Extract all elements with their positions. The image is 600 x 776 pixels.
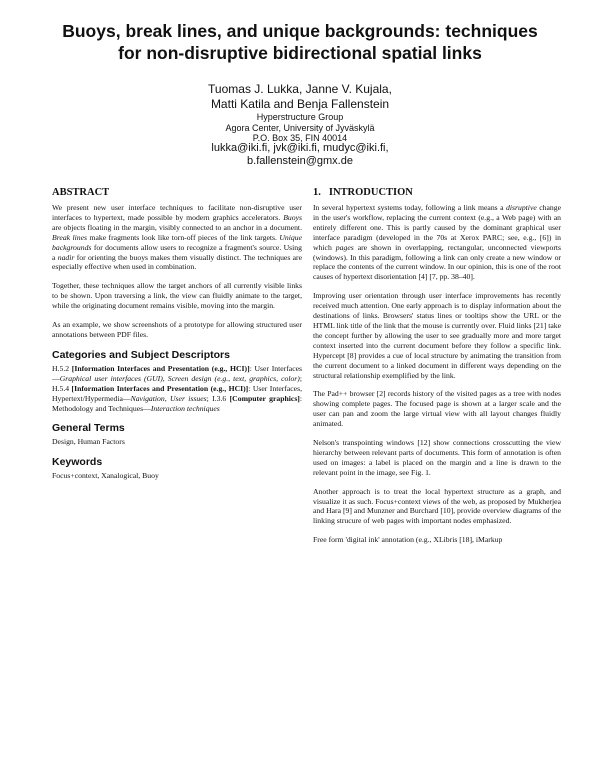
affiliation-group: Hyperstructure Group [256,112,344,122]
general-terms-section [52,422,302,447]
emails-line-2: b.fallenstein@gmx.de [247,155,353,167]
categories-text: H.5.2 [Information Interfaces and Presentation (e.g., HCI)]: User Interfaces—Graphical user interfaces (GUI), Screen design (e.g., text, graphics, color); H.5.4 [Information Interfaces and Presentation (e.g., HCI)]: User Interfaces, Hypertext/Hypermedia—Navigation, User issues; I.3.6 [Computer graphics]: Methodology and Techniques—Interaction techniques [52,363,303,413]
intro-paragraph-1: In several hypertext systems today, following a link means a disruptive change in the user's workflow, replacing the current context (e.g., a Web page) with an entirely different one. This is partly caused by the dominant graphical user interface paradigm (developed in the 70s at Xerox PARC; see, e.g., [6]) in which pages are shown in overlapping, rectangular, unconnected viewports (windows). In this paradigm, following a link can only create a new window or replace the contents of the current window. In our opinion, this is one of the root causes of hypertext disorientation [4] [7, pp. 38–40]. [313,203,562,282]
intro-paragraph-4: Nelson's transpointing windows [12] show connections crosscutting the view hierarchy between relevant parts of documents. This form of annotation is often used on images: a label is placed on the margin and a line is drawn to the relevant point in the image, see Fig. 1. [313,438,561,477]
left-column [52,187,302,490]
emails-line-1: lukka@iki.fi, jvk@iki.fi, mudyc@iki.fi, [211,142,389,154]
affiliation-center: Agora Center, University of Jyväskylä [225,122,375,133]
keywords-section [52,456,302,481]
categories-section [52,349,302,414]
title-line-1: Buoys, break lines, and unique backgrounds: techniques [62,21,538,41]
keywords-text: Focus+context, Xanalogical, Buoy [52,471,159,481]
author-list [100,82,500,112]
abstract-section [52,187,302,340]
authors-line-2: Matti Katila and Benja Fallenstein [210,97,390,111]
intro-paragraph-2: Improving user orientation through user interface improvements has recently received much attention. One early approach is to display information about the destinations of links. Browsers' status lines or tooltips show the URL or the HTML link title of the link that the mouse is currently over. Fluid links [21] take the concept further by allowing the user to see gradually more and more target context inserted into the current document before they follow a specific link. Hypercept [8] provides a cue of local structure by animating the transition from the current document to a linked document in different ways depending on the structural relationship exemplified by the link. [313,291,561,380]
affiliation [100,112,500,144]
introduction-heading [313,187,561,199]
categories-heading: Categories and Subject Descriptors [52,348,230,361]
section-number: 1. [313,187,321,198]
abstract-paragraph-1: We present new user interface techniques to facilitate non-disruptive user interfaces to hypertext, made possible by modern graphics accelerators. Buoys are objects floating in the margin, visibly connected to an anchor in a document. Break lines make fragments look like torn-off pieces of the link targets. Unique backgrounds for documents allow users to recognize a fragment's source. Using a nadir for orienting the buoys makes them visually distinct. The techniques are especially effective when used in combination. [52,203,303,272]
abstract-heading: ABSTRACT [52,187,110,198]
right-column [313,187,561,554]
intro-paragraph-6: Free form 'digital ink' annotation (e.g., XLibris [18], iMarkup [313,535,503,545]
abstract-paragraph-2: Together, these techniques allow the target anchors of all currently visible links to be shown. Upon traversing a link, the view can fluidly animate to the target, while the originating document remains visible, moving into the margin. [52,281,302,311]
title-line-2: for non-disruptive bidirectional spatial links [118,43,482,63]
author-emails [100,142,500,168]
keywords-heading: Keywords [52,456,103,469]
intro-paragraph-5: Another approach is to treat the local hypertext structure as a graph, and visualize it as such. Focus+context views of the web, as proposed by Mukherjea and Hara [9] and Munzner and Burchard [10], provide overview diagrams of the linking strucure of web pages with important nodes emphasized. [313,486,561,526]
general-terms-heading: General Terms [52,422,125,435]
authors-line-1: Tuomas J. Lukka, Janne V. Kujala, [208,82,392,96]
paper-title [40,20,560,64]
intro-paragraph-3: The Pad++ browser [2] records history of the visited pages as a tree with nodes showing complete pages. The focused page is shown at a larger scale and the user can pan and zoom the large virtual view with all layout changes fluidly animated. [313,389,561,429]
general-terms-text: Design, Human Factors [52,437,125,447]
section-title: INTRODUCTION [328,187,413,198]
abstract-paragraph-3: As an example, we show screenshots of a prototype for allowing structured user annotations between PDF files. [52,320,302,339]
affiliation-address: P.O. Box 35, FIN 40014 [252,133,348,143]
